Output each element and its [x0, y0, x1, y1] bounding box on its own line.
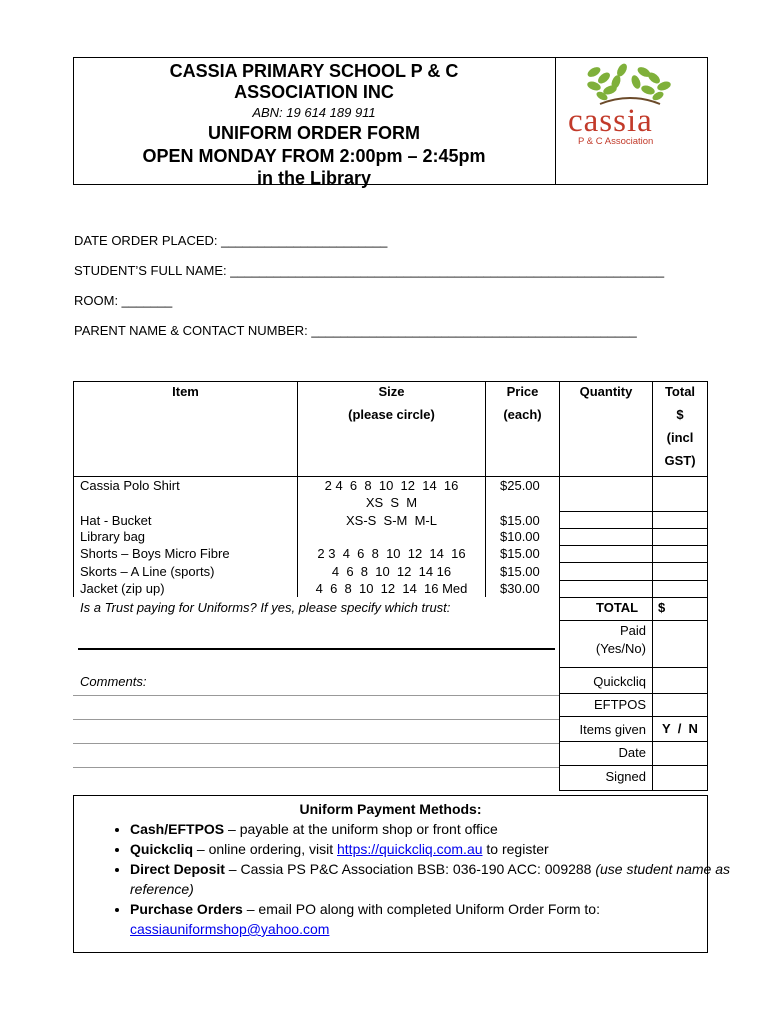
leaf-logo-icon — [580, 62, 680, 106]
room-field[interactable]: ROOM: _______ — [74, 293, 173, 308]
item-name: Jacket (zip up) — [80, 581, 165, 596]
date-label: Date — [618, 745, 646, 760]
header-divider — [555, 57, 556, 185]
item-size[interactable]: 4 6 8 10 12 14 16 — [331, 564, 452, 579]
item-price: $15.00 — [500, 546, 540, 561]
quickcliq-link[interactable]: https://quickcliq.com.au — [337, 841, 483, 857]
school-name-line2: ASSOCIATION INC — [234, 82, 394, 102]
col-total-gst: GST) — [664, 453, 696, 468]
item-price: $25.00 — [500, 478, 540, 493]
form-title: UNIFORM ORDER FORM — [208, 123, 420, 143]
item-name: Cassia Polo Shirt — [80, 478, 180, 493]
item-name: Library bag — [80, 529, 146, 544]
payment-method-cash: • Cash/EFTPOS – payable at the uniform shop or front office — [130, 819, 730, 839]
parent-contact-field[interactable]: PARENT NAME & CONTACT NUMBER: _____________________________________________ — [74, 323, 637, 338]
email-link[interactable]: cassiauniformshop@yahoo.com — [130, 921, 330, 937]
item-price: $30.00 — [500, 581, 540, 596]
col-size-note: (please circle) — [348, 407, 435, 422]
item-price: $15.00 — [500, 513, 540, 528]
col-item: Item — [172, 384, 199, 399]
payment-title: Uniform Payment Methods: — [299, 801, 482, 817]
student-name-field[interactable]: STUDENT’S FULL NAME: ____________________________________________________________ — [74, 263, 665, 278]
trust-question: Is a Trust paying for Uniforms? If yes, please specify which trust: — [80, 600, 451, 615]
item-price: $15.00 — [500, 564, 540, 579]
location: in the Library — [256, 168, 372, 188]
items-given-label: Items given — [579, 722, 646, 737]
item-size[interactable]: 4 6 8 10 12 14 16 Med — [315, 581, 468, 596]
quickcliq-label: Quickcliq — [593, 674, 646, 689]
abn: ABN: 19 614 189 911 — [252, 105, 376, 120]
col-price-note: (each) — [503, 407, 542, 422]
comments-label: Comments: — [80, 674, 147, 689]
item-size[interactable]: 2 4 6 8 10 12 14 16 — [324, 478, 459, 493]
item-name: Shorts – Boys Micro Fibre — [80, 546, 230, 561]
logo-subtitle: P & C Association — [578, 136, 654, 147]
col-quantity: Quantity — [579, 384, 633, 399]
date-order-field[interactable]: DATE ORDER PLACED: _______________________ — [74, 233, 388, 248]
signed-label: Signed — [605, 769, 646, 784]
total-label: TOTAL — [596, 600, 639, 615]
eftpos-label: EFTPOS — [593, 697, 646, 712]
yes-no-choice[interactable]: Y / N — [662, 721, 698, 736]
payment-method-deposit: • Direct Deposit – Cassia PS P&C Association BSB: 036-190 ACC: 009288 (use student name as reference) — [130, 859, 730, 899]
item-size[interactable]: XS S M — [365, 495, 418, 510]
item-price: $10.00 — [500, 529, 540, 544]
item-size[interactable]: XS-S S-M M-L — [345, 513, 437, 528]
col-size: Size — [378, 384, 405, 399]
item-name: Skorts – A Line (sports) — [80, 564, 215, 579]
item-size[interactable]: 2 3 4 6 8 10 12 14 16 — [317, 546, 466, 561]
paid-yesno: (Yes/No) — [595, 641, 646, 656]
logo-wordmark: cassia — [568, 103, 653, 139]
opening-hours: OPEN MONDAY FROM 2:00pm – 2:45pm — [142, 146, 486, 166]
payment-methods-list — [92, 819, 730, 939]
col-total-currency: $ — [676, 407, 684, 422]
school-name-line1: CASSIA PRIMARY SCHOOL P & C — [169, 61, 459, 81]
item-name: Hat - Bucket — [80, 513, 152, 528]
paid-label: Paid — [619, 623, 646, 638]
col-total-incl: (incl — [666, 430, 694, 445]
payment-method-purchase-order: • Purchase Orders – email PO along with completed Uniform Order Form to: cassiauniformshop@yahoo.com — [130, 899, 730, 939]
payment-method-quickcliq: • Quickcliq – online ordering, visit https://quickcliq.com.au to register — [130, 839, 730, 859]
col-total: Total — [664, 384, 696, 399]
col-price: Price — [506, 384, 539, 399]
total-currency: $ — [658, 600, 666, 615]
